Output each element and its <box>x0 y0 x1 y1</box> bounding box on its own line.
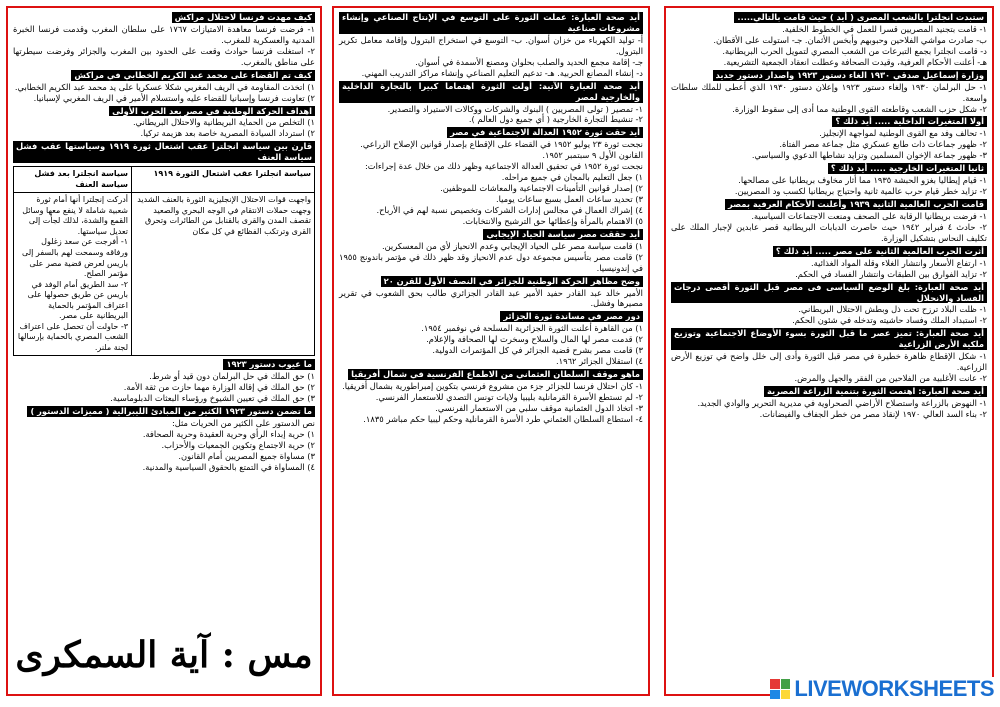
text-line: ١) جعل التعليم بالمجان في جميع مراحله. <box>501 172 643 183</box>
section-heading: دور مصر في مساندة ثورة الجزائر <box>500 311 643 322</box>
text-block <box>671 245 987 280</box>
text-line: ٢- استغلت فرنسا حوادث وقعت على الحدود بين المغرب والجزائر وفرضت سيطرتها على مناطق بالمغرب. <box>13 45 315 67</box>
text-line: د- قامت انجلترا بجمع التبرعات من الشعب المصري لتمويل الحرب البريطانية. <box>722 45 987 56</box>
text-block <box>671 198 987 244</box>
text-line: ٢- بناء السد العالي ١٩٧٠ لإنقاذ مصر من خطر الجفاف والفيضانات. <box>759 408 987 419</box>
text-block <box>671 281 987 327</box>
section-heading: وضح مظاهر الحركة الوطنية للجزائر في النصف الأول للقرن ٢٠ <box>381 276 643 287</box>
section-heading: أيد صحة العبارة: بلغ الوضع السياسى فى مصر قبل الثورة أقصى درجات الفساد والانحلال <box>671 282 987 304</box>
text-line: ١) التخلص من الحماية البريطانية والاحتلال البريطاني. <box>132 117 315 128</box>
section-heading: أيد صحة العبارة: تميز عصر ما قبل الثورة بسوء الأوضاع الاجتماعية وتوزيع ملكية الأرض الزراعية <box>671 328 987 350</box>
text-line: ٢- حادث ٤ فبراير ١٩٤٢ حيث حاصرت الدبابات البريطانية قصر عابدين لإجبار الملك على تكليف النحاس بتشكيل الوزارة. <box>671 221 987 243</box>
text-line: ١- فرضت فرنسا معاهدة الامتيازات ١٧٦٧ على سلطان المغرب وقدمت فرنسا الخبرة المدنية والعسكرية للمغرب. <box>13 23 316 45</box>
text-line: ١- قامت بتجنيد المصريين قسرا للعمل في الخطوط الخلفية. <box>782 23 987 34</box>
text-line: ٤) استقلال الجزائر ١٩٦٢. <box>556 356 643 367</box>
text-line: ١) قامت سياسة مصر على الحياد الإيجابي وعدم الانحياز لأي من المعسكرين. <box>381 240 643 251</box>
left-top-blocks <box>13 11 315 164</box>
section-heading: قامت الحرب العالمية الثانية ١٩٣٩ وأعلنت الأحكام العرفية بمصر <box>725 199 987 210</box>
section-heading: ماهو موقف السلطان العثماني من الاطماع الفرنسية في شمال أفريقيا <box>348 369 643 380</box>
logo-square <box>770 690 780 700</box>
text-line: ٣) قامت مصر بشرح قضية الجزائر في كل المؤتمرات الدولية. <box>432 345 643 356</box>
logo-square <box>770 679 780 689</box>
logo-square <box>781 690 791 700</box>
text-line: ١) حرية إبداء الرأي وحرية العقيدة وحرية الصحافة. <box>142 429 315 440</box>
section-heading: أيد حققت مصر سياسة الحياد الإيجابي <box>483 229 643 240</box>
text-line: ٤) المساواة في التمتع بالحقوق السياسية والمدنية. <box>142 461 315 472</box>
text-line: ١- ظلت البلاد ترزح تحت ذل وبطش الاحتلال البريطاني. <box>798 304 987 315</box>
text-line: ١- ارتفاع الأسعار وانتشار الغلاء وقلة المواد الغذائية. <box>811 257 987 268</box>
text-line: ٢) استرداد السيادة المصرية خاصة بعد هزيمة تركيا. <box>140 128 315 139</box>
text-line: د- إنشاء المصانع الحربية. هـ- تدعيم التعليم الصناعي وإنشاء مراكز التدريب المهني. <box>361 67 643 78</box>
text-line: ٢- شكل حزب الشعب وقاطعته القوى الوطنية مما أدى إلى سقوط الوزارة. <box>732 103 987 114</box>
table-header: سياسة انجلترا بعد فشل سياسة العنف <box>14 167 132 193</box>
text-line: القانون الأول ٩ سبتمبر ١٩٥٢. <box>542 150 643 161</box>
section-heading: أولا المتغيرات الداخلية ..... أيد ذلك ؟ <box>832 116 987 127</box>
section-heading: أيد صحة العبارة: اهتمت الثورة بتنمية الزراعة المصرية <box>764 386 987 397</box>
text-line: ٢) قامت مصر بتأسيس مجموعة دول عدم الانحياز وقد ظهر ذلك في مؤتمر باندونج ١٩٥٥ في إندونيسيا. <box>339 251 643 273</box>
text-line: ٢- استبداد الملك وفساد حاشيته وتدخله في شئون الحكم. <box>792 315 987 326</box>
text-line: الأمير خالد عبد القادر حفيد الأمير عبد القادر الجزائري طالب بحق الشعوب في تقرير مصيرها وفشل. <box>339 287 643 309</box>
text-block <box>339 310 643 367</box>
table-header: سياسة انجلترا عقب اشتعال الثورة ١٩١٩ <box>132 167 315 193</box>
text-line: ١- شكل الإقطاع ظاهرة خطيرة في مصر قبل الثورة وأدى إلى خلل واضح في توزيع الأرض الزراعية. <box>671 351 987 373</box>
liveworksheets-logo-icon <box>770 679 790 699</box>
text-line: ١- كان احتلال فرنسا للجزائر جزء من مشروع فرنسي بتكوين إمبراطورية بشمال أفريقيا. <box>342 381 643 391</box>
text-line: ٢) قدمت مصر لها المال والسلاح وسخرت لها الصحافة والإعلام. <box>426 334 643 345</box>
text-line: ٢) تعاونت فرنسا وإسبانيا للقضاء عليه واستسلام الأمير في الريف المغربي لإسبانيا. <box>33 92 315 103</box>
text-line: ب- صادرت مواشي الفلاحين وحبوبهم وأبخس الأثمان. جـ- استولت على الأقطان. <box>713 34 987 45</box>
text-block <box>339 368 643 425</box>
text-line: ١) من القاهرة أعلنت الثورة الجزائرية المسلحة في نوفمبر ١٩٥٤. <box>421 323 643 334</box>
text-line: ٢- ظهور جماعات ذات طابع عسكري مثل جماعة مصر الفتاة. <box>779 139 987 150</box>
text-line: ٣) تحديد ساعات العمل بسبع ساعات يوميا. <box>495 194 643 204</box>
text-line: ١- قيام إيطاليا بغزو الحبشة ١٩٣٥ مما أثار مخاوف بريطانيا على مصالحها. <box>738 175 987 186</box>
text-block <box>339 228 643 274</box>
text-line: ٢) حق الملك في إقالة الوزارة مهما حازت من ثقة الأمة. <box>123 382 315 393</box>
text-line: ٢- تزايد خطر قيام حرب عالمية ثانية واحتياج بريطانيا لكسب ود المصريين. <box>734 186 987 197</box>
middle-column <box>332 6 650 696</box>
text-line: ٣- اتخاذ الدول العثمانية موقف سلبي من الاستعمار الفرنسي. <box>435 402 643 413</box>
section-heading: أيد صحة العبارة الآتية: أولت الثورة اهتماما كبيرا بالتجارة الداخلية والخارجية لمصر <box>339 81 643 103</box>
text-line: ٢- لم تستطع الأسرة القرمانلية بليبيا ولايات تونس التصدي للاستعمار الفرنسي. <box>375 391 643 402</box>
text-line: جـ- إقامة مجمع الحديد والصلب بحلوان ومصنع الأسمدة في أسوان. <box>415 56 643 67</box>
text-line: ١) اتخذت المقاومة في الريف المغربي شكلا عسكريا على يد محمد عبد الكريم الخطابي. <box>14 81 315 92</box>
text-line: ٢- عانت الأغلبية من الفلاحين من الفقر والجهل والمرض. <box>794 373 987 384</box>
text-block <box>13 358 315 404</box>
text-block <box>671 11 987 68</box>
text-block <box>671 115 987 161</box>
section-heading: ما تضمن دستور ١٩٢٣ الكثير من المبادئ الليبرالية ( مميزات الدستور ) <box>27 406 315 417</box>
left-column <box>6 6 322 696</box>
section-heading: وزارة إسماعيل صدقي ١٩٣٠ الغاء دستور ١٩٢٣ واصدار دستور جديد <box>713 70 987 81</box>
text-block <box>339 126 643 226</box>
text-line: ٢) حرية الاجتماع وتكوين الجمعيات والأحزاب. <box>161 440 315 451</box>
text-block <box>671 327 987 384</box>
section-heading: كيف تم القضاء على محمد عبد الكريم الخطابي في مراكش <box>71 70 315 81</box>
text-line: ٤- استطاع السلطان العثماني طرد الأسرة القرمانلية وحكم ليبيا حكم مباشر ١٨٣٥. <box>363 413 643 424</box>
text-block <box>13 105 315 140</box>
text-line: ١- تحالف وفد مع القوى الوطنية لمواجهة الإنجليز. <box>819 128 987 139</box>
right-column <box>664 6 994 696</box>
section-heading: ثانيا المتغيرات الخارجية ..... أيد ذلك ؟ <box>828 163 987 174</box>
section-heading: أيد حقت ثورة ١٩٥٢ العدالة الاجتماعية في مصر <box>447 127 643 138</box>
text-block <box>13 11 315 68</box>
text-block <box>339 11 643 79</box>
text-block <box>339 275 643 310</box>
section-heading: أيد صحة العبارة: عملت الثورة على التوسع في الإنتاج الصناعي وإنشاء مشروعات صناعية <box>339 12 643 34</box>
text-line: ٢) إصدار قوانين التأمينات الاجتماعية والمعاشات للموظفين. <box>440 183 643 194</box>
table-cell: واجهت قوات الاحتلال الإنجليزية الثورة بالعنف الشديد وجهت حملات الانتقام في الوجه البحري والصعيد تقصف المدن والقرى بالقنابل من الطائرات وتحرق القرى وترتكب الفظائع في كل مكان <box>132 193 315 356</box>
section-heading: اهداف الحركة الوطنية في مصر بعد الحرب الأولى <box>109 106 315 117</box>
text-line: ٣) حق الملك في تعيين الشيوخ ورؤساء البعثات الدبلوماسية. <box>110 393 315 404</box>
text-line: ٢- تزايد الفوارق بين الطبقات وانتشار الفساد في الحكم. <box>795 268 987 279</box>
text-block <box>13 405 315 473</box>
text-block <box>671 69 987 115</box>
text-line: نجحت ثورة ٢٣ يوليو ١٩٥٢ في القضاء على الإقطاع بإصدار قوانين الإصلاح الزراعي. <box>360 139 643 150</box>
text-line: ١- فرضت بريطانيا الرقابة على الصحف ومنعت الاجتماعات السياسية. <box>751 210 987 221</box>
text-block <box>13 140 315 164</box>
section-heading: ستبدت انجلترا بالشعب المصرى ( أيد ) حيث قامت بالتالي..... <box>734 12 987 23</box>
author-signature: مس : آية السمكرى <box>15 634 313 677</box>
text-line: ٣- ظهور جماعة الإخوان المسلمين وتزايد نشاطها الدعوي والسياسي. <box>751 150 987 161</box>
section-heading: ما عيوب دستور ١٩٢٣ <box>223 359 315 370</box>
text-line: نجحت ثورة ١٩٥٢ في تحقيق العدالة الاجتماعية وظهر ذلك من خلال عدة إجراءات: <box>364 161 643 172</box>
text-block <box>671 162 987 197</box>
text-line: ١- حل البرلمان ١٩٣٠ وإلغاء دستور ١٩٢٣ وإعلان دستور ١٩٣٠ الذي أعطى للملك سلطات واسعة. <box>671 81 987 103</box>
liveworksheets-watermark <box>770 677 994 701</box>
text-line: ٢- تنشيط التجارة الخارجية ( أي جميع دول العالم ). <box>468 114 643 125</box>
text-line: ١- النهوض بالزراعة واستصلاح الأراضي الصحراوية في مديرية التحرير والوادي الجديد. <box>697 397 987 408</box>
comparison-table <box>13 166 315 356</box>
text-line: ١) حق الملك في حل البرلمان دون قيد أو شرط. <box>149 371 315 382</box>
table-cell: أدركت إنجلترا أنها أمام ثورة شعبية شاملة لا ينفع معها وسائل القمع والشدة، لذلك لجأت إلى تعديل سياستها. ١- أفرجت عن سعد زغلول ورفاقه وسمحت لهم بالسفر إلى باريس لعرض قضية مصر على مؤتمر الصلح. ٢- سد الطريق أمام الوفد في باريس عن طريق حصولها على اعتراف المؤتمر بالحماية البريطانية على مصر. ٣- حاولت أن تحصل على اعتراف الشعب المصري بالحماية بإرسالها لجنة ملنر. <box>14 193 132 356</box>
text-line: هـ- أعلنت الأحكام العرفية، وقيدت الصحافة وعطلت انعقاد الجمعية التشريعية. <box>723 56 987 67</box>
section-heading: كيف مهدت فرنسا لاحتلال مراكش <box>172 12 315 23</box>
text-line: أ- توليد الكهرباء من خزان أسوان. ب- التوسع في استخراج البترول وإقامة معامل تكرير البترول. <box>339 34 643 56</box>
section-heading: أثرت الحرب العالمية الثانية على مصر ..... أيد ذلك ؟ <box>773 246 987 257</box>
text-line: ٥) الاهتمام بالمرأة وإعطائها حق الترشيح والانتخابات. <box>462 215 643 226</box>
text-block <box>671 385 987 420</box>
text-block <box>339 80 643 126</box>
text-line: نص الدستور على الكثير من الحريات مثل: <box>171 418 315 429</box>
logo-square <box>781 679 791 689</box>
text-line: ٣) مساواة جميع المصريين أمام القانون. <box>178 450 315 461</box>
text-line: ١- تمصير ( تولى المصريين ) البنوك والشركات ووكالات الاستيراد والتصدير. <box>387 103 643 114</box>
table-row <box>14 193 315 356</box>
liveworksheets-brand: LIVEWORKSHEETS <box>794 676 994 701</box>
text-block <box>13 69 315 104</box>
left-bottom-blocks <box>13 358 315 472</box>
section-heading: قارن بين سياسة انجلترا عقب اشتعال ثورة ١٩١٩ وسياستها عقب فشل سياسة العنف <box>13 141 315 163</box>
text-line: ٤) إشراك العمال في مجالس إدارات الشركات وتخصيص نسبة لهم في الأرباح. <box>376 204 643 215</box>
